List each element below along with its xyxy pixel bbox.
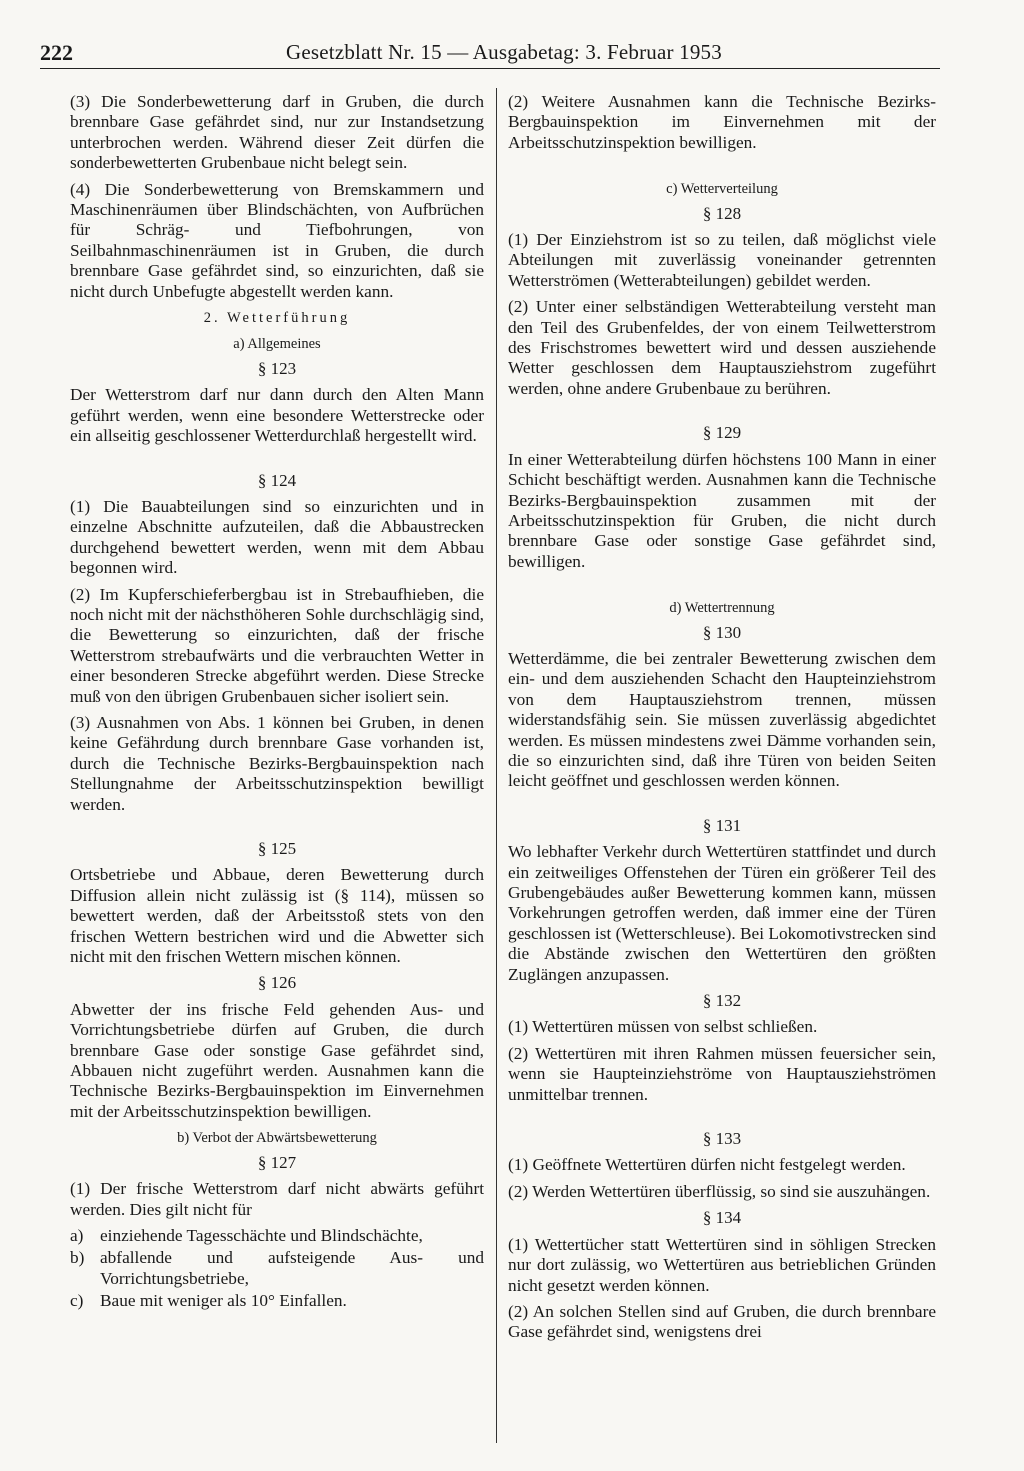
item-label: b): [70, 1248, 85, 1268]
paragraph: (1) Der Einziehstrom ist so zu teilen, daß möglichst viele Abteilungen mit zuverlässig voneinander getrennten Wetterströmen (Wetterabteilungen) gebildet werden.: [508, 230, 936, 290]
paragraph: (1) Der frische Wetterstrom darf nicht abwärts geführt werden. Dies gilt nicht für: [70, 1179, 484, 1219]
paragraph: (3) Die Sonderbewetterung darf in Gruben, die durch brennbare Gase gefährdet sind, nur zur Instandsetzung unterbrochen werden. Während dieser Zeit dürfen die sonderbewetterten Grubenbaue nicht belegt sein.: [70, 92, 484, 173]
left-column: [70, 92, 484, 1314]
paragraph: Ortsbetriebe und Abbaue, deren Bewetterung durch Diffusion allein nicht zulässig ist (§ 114), müssen so bewettert werden, daß der Arbeitsstoß stets von den frischen Wettern bestrichen wird und die Abwetter sich nicht mit den frischen Wettern mischen können.: [70, 865, 484, 967]
paragraph: (2) An solchen Stellen sind auf Gruben, die durch brennbare Gase gefährdet sind, wenigstens drei: [508, 1301, 936, 1342]
paragraph: (2) Weitere Ausnahmen kann die Technische Bezirks-Bergbauinspektion im Einvernehmen mit der Arbeitsschutzinspektion bewilligen.: [508, 92, 936, 152]
gazette-title: Gesetzblatt Nr. 15 — Ausgabetag: 3. Februar 1953: [286, 40, 722, 64]
item-label: c): [70, 1291, 84, 1311]
section-title: § 125: [257, 839, 297, 858]
section-title: § 123: [257, 358, 297, 378]
paragraph: (4) Die Sonderbewetterung von Bremskammern und Maschinenräumen über Blindschächten, von Aufbrüchen für Schräg- und Tiefbohrungen, von Seilbahnmaschinenräumen ist in Gruben, die durch brennbare Gase gefährdet sind, so einzurichten, daß sie nicht durch Unbefugte abgestellt werden kann.: [70, 179, 484, 301]
section-title: § 133: [702, 1129, 742, 1149]
section-title: § 126: [257, 973, 297, 993]
chapter-heading: 2. Wetterführung: [203, 310, 351, 327]
subheading: b) Verbot der Abwärtsbewetterung: [177, 1130, 377, 1147]
paragraph: Abwetter der ins frische Feld gehenden Aus- und Vorrichtungsbetriebe dürfen auf Gruben, die durch brennbare Gase oder sonstige Gase gefährdet sind, Abbauen nicht zugeführt werden. Ausnahmen kann die Technische Bezirks-Bergbauinspektion im Einvernehmen mit der Arbeitsschutzinspektion bewilligen.: [70, 999, 484, 1121]
paragraph: (2) Werden Wettertüren überflüssig, so sind sie auszuhängen.: [508, 1181, 931, 1201]
subheading: d) Wettertrennung: [669, 600, 775, 617]
right-column: [508, 92, 936, 1349]
paragraph: (3) Ausnahmen von Abs. 1 können bei Gruben, in denen keine Gefährdung durch brennbare Gase vorhanden ist, durch die Technische Bezirks-Bergbauinspektion nach Stellungnahme der Arbeitsschutzinspektion bewilligt werden.: [70, 712, 484, 814]
subheading: c) Wetterverteilung: [666, 181, 778, 198]
section-title: § 124: [257, 470, 297, 490]
section-title: § 128: [702, 203, 742, 223]
list-item: [70, 1248, 484, 1289]
item-text: abfallende und aufsteigende Aus- und Vorrichtungsbetriebe,: [100, 1248, 484, 1288]
page-number: 222: [40, 40, 73, 65]
paragraph: In einer Wetterabteilung dürfen höchstens 100 Mann in einer Schicht beschäftigt werden. Ausnahmen kann die Technische Bezirks-Bergbauinspektion zusammen mit der Arbeitsschutzinspektion für Gruben, die nicht durch brennbare Gase oder sonstige Gase gefährdet sind, bewilligen.: [508, 449, 936, 571]
item-list: [70, 1226, 484, 1312]
paragraph: (1) Geöffnete Wettertüren dürfen nicht festgelegt werden.: [508, 1155, 906, 1175]
item-text: Baue mit weniger als 10° Einfallen.: [100, 1291, 347, 1311]
paragraph: (2) Im Kupferschieferbergbau ist in Strebaufhieben, die noch nicht mit der nächsthöheren Sohle durchschlägig sind, die Bewetterung so einzurichten, daß der frische Wetterstrom strebaufwärts und die verbrauchten Wetter in einer besonderen Strecke abgeführt werden. Diese Strecke muß von den übrigen Grubenbauen sicher isoliert sein.: [70, 584, 484, 706]
section-title: § 132: [702, 991, 742, 1011]
paragraph: (1) Wettertüren müssen von selbst schließen.: [508, 1017, 818, 1037]
section-title: § 127: [257, 1152, 297, 1172]
item-label: a): [70, 1225, 84, 1245]
page-header: [40, 36, 940, 69]
paragraph: (1) Wettertücher statt Wettertüren sind in söhligen Strecken nur dort zulässig, wo Wettertüren aus betrieblichen Gründen nicht gesetzt werden können.: [508, 1234, 936, 1295]
paragraph: Wetterdämme, die bei zentraler Bewetterung zwischen dem ein- und dem ausziehenden Schacht den Haupteinziehstrom von dem Hauptausziehstrom trennen, müssen widerstandsfähig sein. Sie müssen zuverlässig abgedichtet werden. Es müssen mindestens zwei Dämme vorhanden sein, die so einzurichten sind, daß ihre Türen von beiden Seiten leicht geöffnet und geschlossen werden können.: [508, 648, 936, 791]
section-title: § 130: [702, 622, 742, 642]
subheading: a) Allgemeines: [233, 336, 321, 353]
list-item: [70, 1226, 484, 1246]
section-title: § 134: [702, 1208, 742, 1228]
list-item: [70, 1291, 484, 1311]
section-title: § 131: [702, 815, 742, 835]
paragraph: Der Wetterstrom darf nur dann durch den Alten Mann geführt werden, wenn eine besondere Wetterstrecke oder ein allseitig geschlossener Wetterdurchlaß hergestellt wird.: [70, 385, 484, 446]
section-title: § 129: [702, 423, 742, 443]
column-divider: [496, 88, 497, 1443]
item-text: einziehende Tagesschächte und Blindschächte,: [100, 1225, 423, 1245]
paragraph: (1) Die Bauabteilungen sind so einzurichten und in einzelne Abschnitte aufzuteilen, daß die Abbaustrecken durchgehend bewettert werden, wenn mit dem Abbau begonnen wird.: [70, 496, 484, 578]
paragraph: Wo lebhafter Verkehr durch Wettertüren stattfindet und durch ein zeitweiliges Offenstehen der Türen ein größerer Teil des Grubengebäudes außer Bewetterung kommen kann, müssen Vorkehrungen getroffen werden, daß immer eine der Türen geschlossen ist (Wetterschleuse). Bei Lokomotivstrecken sind die Abstände zwischen den Wettertüren den größten Zuglängen anzupassen.: [508, 842, 936, 984]
paragraph: (2) Wettertüren mit ihren Rahmen müssen feuersicher sein, wenn sie Haupteinziehströme von Hauptausziehströmen unmittelbar trennen.: [508, 1043, 936, 1104]
paragraph: (2) Unter einer selbständigen Wetterabteilung versteht man den Teil des Grubenfeldes, der von einem Teilwetterstrom des Frischstromes bewettert wird und dessen ausziehende Wetter geschlossen dem Hauptausziehstrom zugeführt werden, ohne andere Grubenbaue zu berühren.: [508, 297, 936, 398]
